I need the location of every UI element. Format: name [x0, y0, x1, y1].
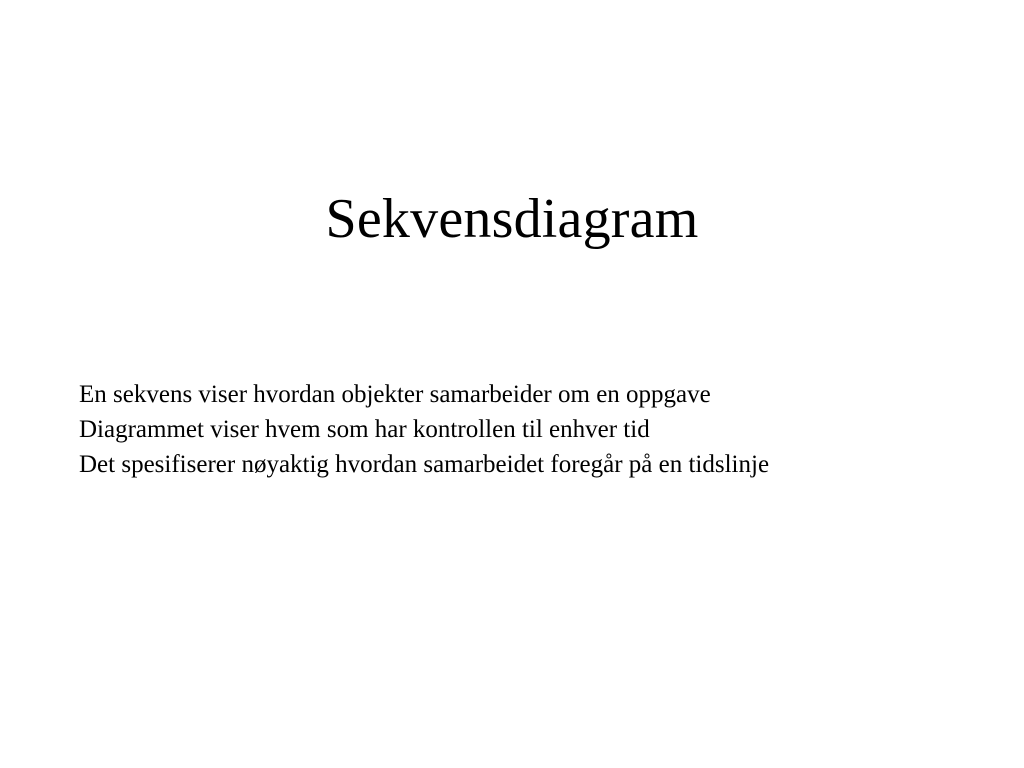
body-line: En sekvens viser hvordan objekter samarbeider om en oppgave: [79, 381, 711, 408]
body-line: Det spesifiserer nøyaktig hvordan samarbeidet foregår på en tidslinje: [79, 451, 770, 478]
body-line: Diagrammet viser hvem som har kontrollen til enhver tid: [79, 416, 650, 443]
slide-body: [79, 377, 769, 482]
slide-title: Sekvensdiagram: [325, 188, 699, 250]
